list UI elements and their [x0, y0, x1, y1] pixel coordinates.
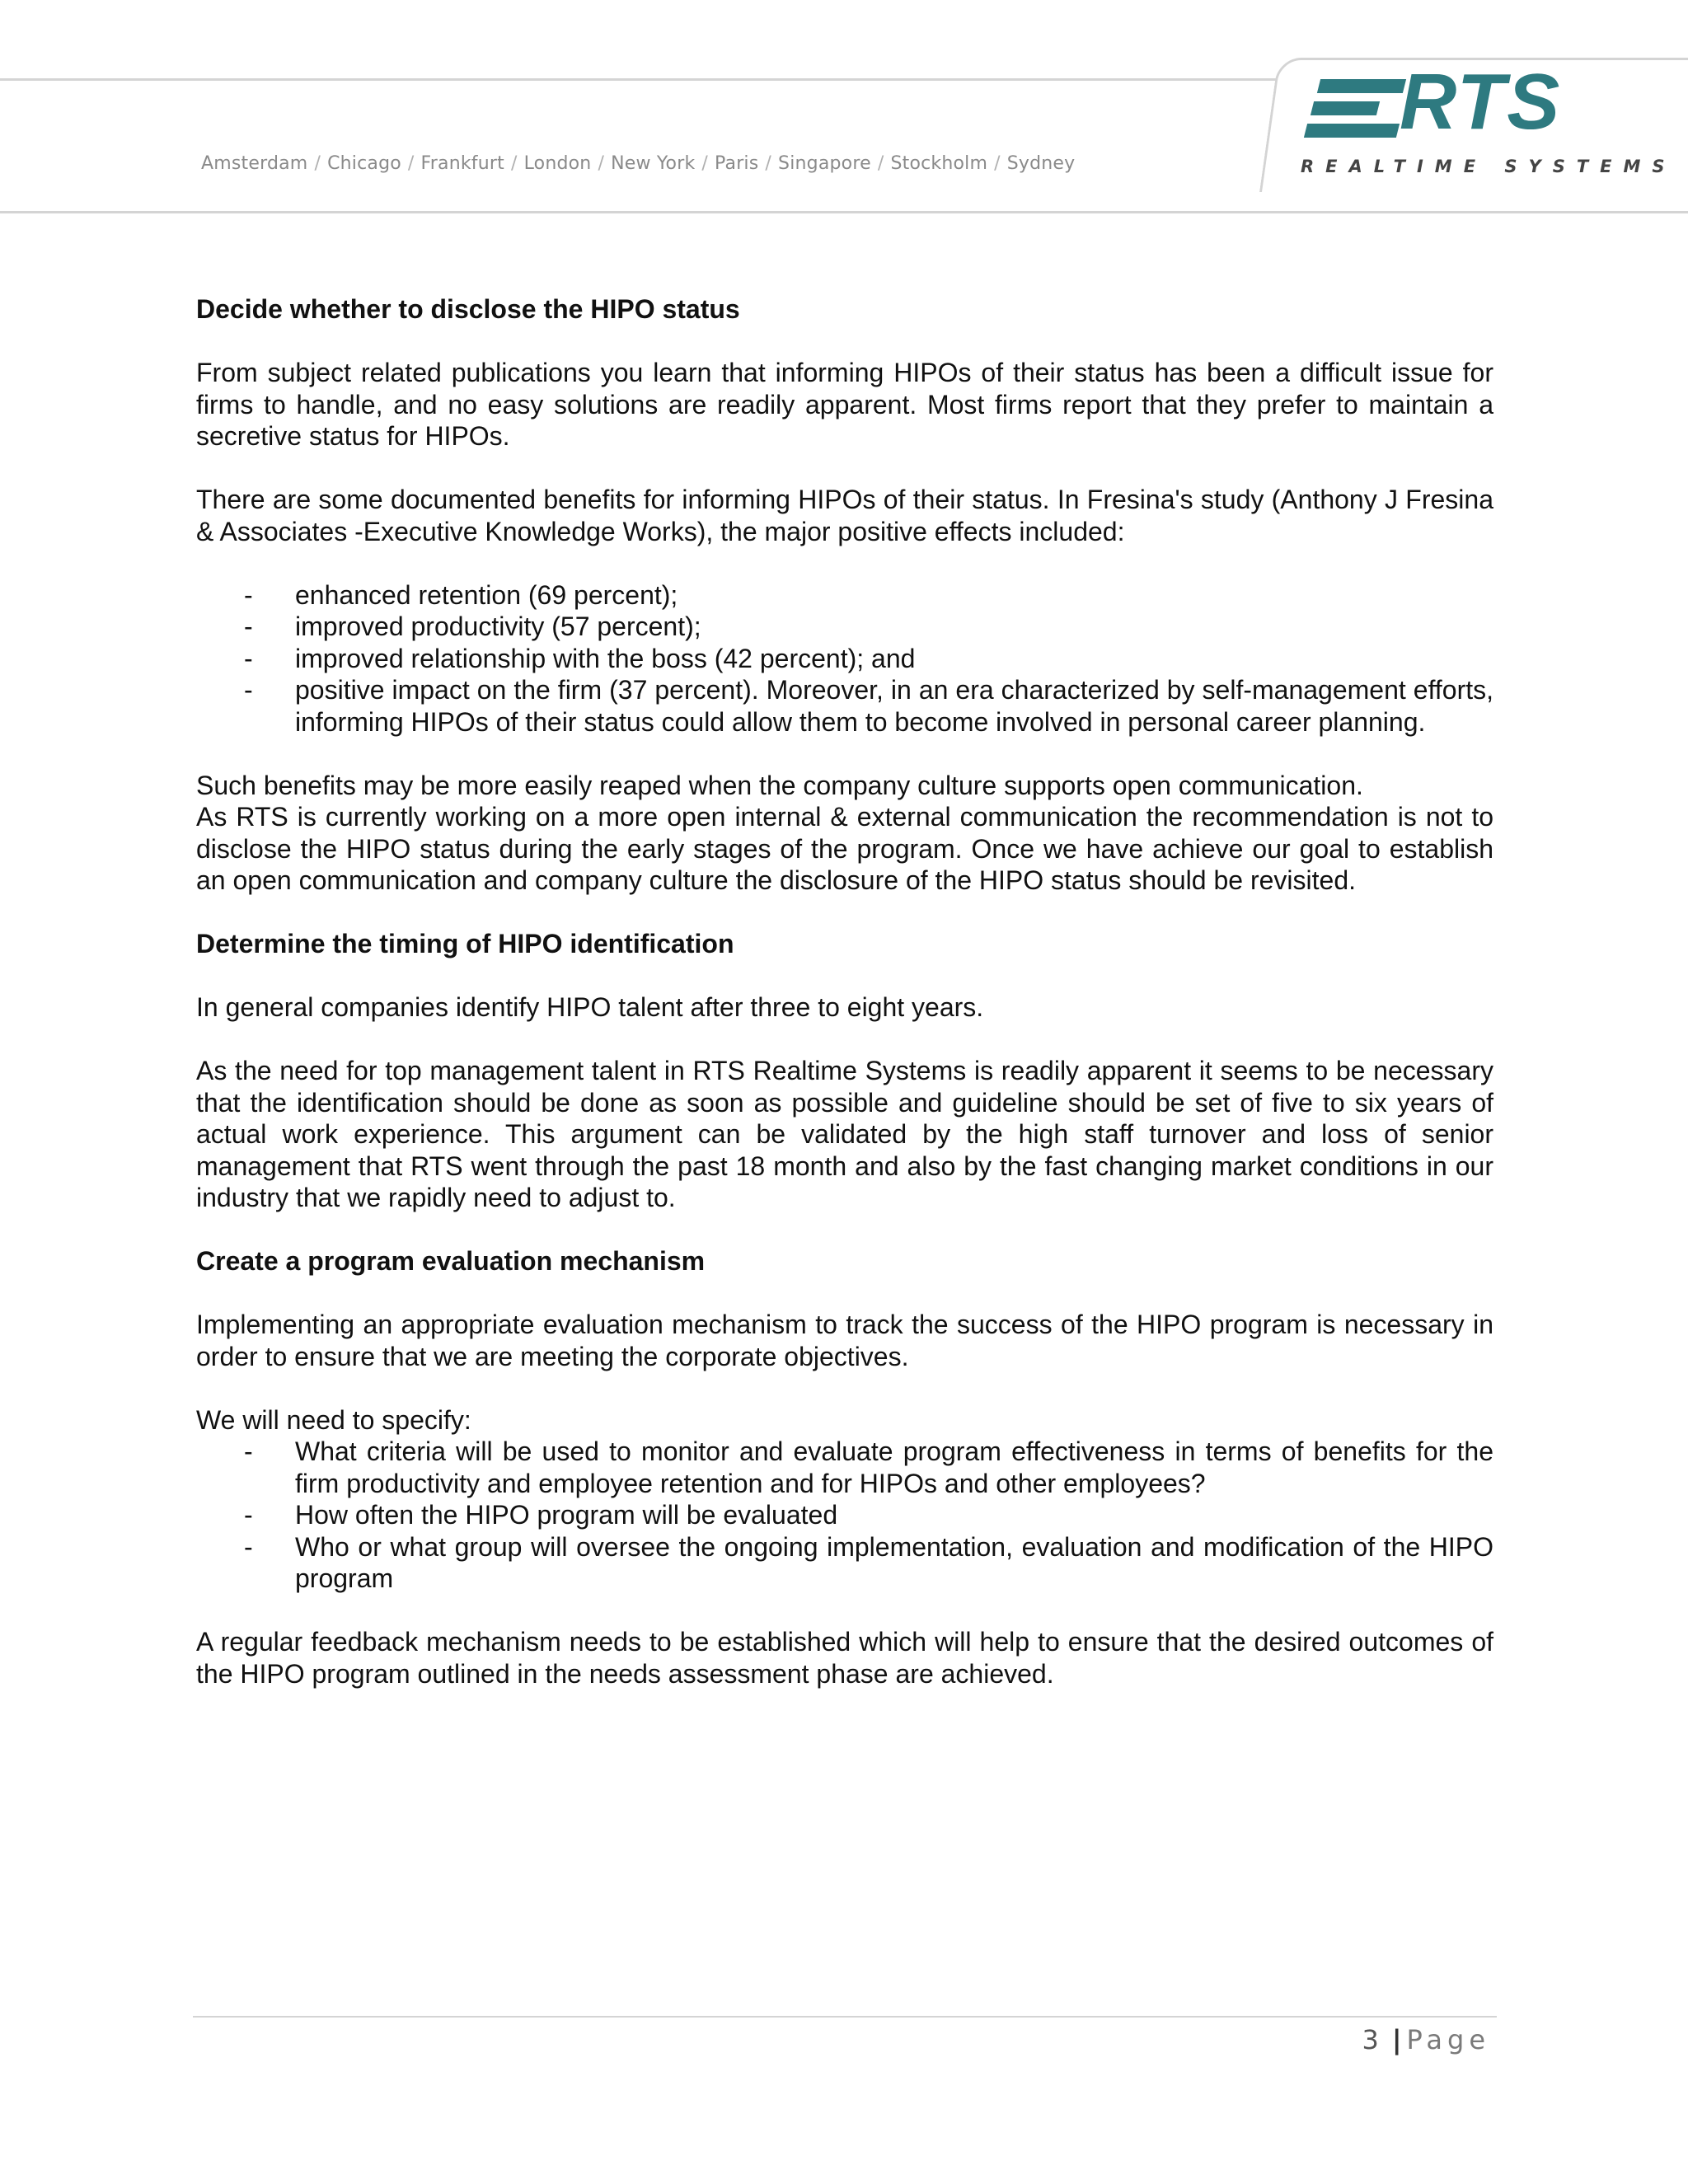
list-item-text: What criteria will be used to monitor and evaluate program effectiveness in terms of benefits for the firm productivity and employee retention and for HIPOs and other employees? — [295, 1436, 1493, 1498]
office-cities — [201, 153, 1075, 174]
city: Stockholm — [890, 153, 988, 174]
bullet-dash: - — [244, 1531, 253, 1562]
paragraph: A regular feedback mechanism needs to be established which will help to ensure that the desired outcomes of the HIPO program outlined in the needs assessment phase are achieved. — [196, 1627, 1493, 1689]
section-heading-evaluation: Create a program evaluation mechanism — [196, 1246, 706, 1276]
paragraph: From subject related publications you learn that informing HIPOs of their status has been a difficult issue for firms to handle, and no easy solutions are readily apparent. Most firms report that they prefer to maintain a secretive status for HIPOs. — [196, 358, 1493, 451]
paragraph: In general companies identify HIPO talent after three to eight years. — [196, 992, 984, 1022]
bullet-dash: - — [244, 643, 253, 673]
paragraph: As the need for top management talent in RTS Realtime Systems is readily apparent it seems to be necessary that the identification should be done as soon as possible and guideline should be set of five to six years of actual work experience. This argument can be validated by the high staff turnover and loss of senior management that RTS went through the past 18 month and also by the fast changing market conditions in our industry that we rapidly need to adjust to. — [196, 1056, 1493, 1212]
footer-pipe: | — [1391, 2024, 1402, 2055]
city-separator: / — [314, 153, 321, 174]
city-separator: / — [701, 153, 709, 174]
city: Chicago — [327, 153, 401, 174]
paragraph: We will need to specify: — [196, 1404, 471, 1435]
logo-wordmark: RTS — [1400, 58, 1562, 146]
paragraph: There are some documented benefits for informing HIPOs of their status. In Fresina's study (Anthony J Fresina & Associates -Executive Knowledge Works), the major positive effects included: — [196, 485, 1493, 546]
list-item-text: improved relationship with the boss (42 percent); and — [295, 643, 916, 673]
page-label: Page — [1406, 2024, 1490, 2055]
document-body — [196, 293, 1493, 1722]
city-separator: / — [598, 153, 605, 174]
footer-rule — [193, 2016, 1497, 2018]
logo-subtitle: REALTIME SYSTEMS — [1301, 157, 1676, 176]
specify-list — [196, 1436, 1493, 1595]
page-number: 3 — [1362, 2024, 1379, 2055]
city: Paris — [715, 153, 759, 174]
city-separator: / — [765, 153, 772, 174]
list-item — [196, 643, 1493, 675]
list-item-text: positive impact on the firm (37 percent). Moreover, in an era characterized by self-management efforts, informing HIPOs of their status could allow them to become involved in personal career planning. — [295, 675, 1493, 737]
city: London — [523, 153, 592, 174]
bullet-dash: - — [244, 579, 253, 610]
list-item — [196, 1531, 1493, 1595]
bullet-dash: - — [244, 612, 253, 641]
list-item-text: Who or what group will oversee the ongoing implementation, evaluation and modification of the HIPO program — [295, 1531, 1493, 1593]
city: Sydney — [1006, 153, 1076, 174]
bullet-dash: - — [244, 675, 253, 705]
list-item-text: How often the HIPO program will be evaluated — [295, 1500, 838, 1530]
bullet-dash: - — [244, 1500, 253, 1530]
city-separator: / — [407, 153, 415, 174]
city-separator: / — [877, 153, 884, 174]
city: Singapore — [778, 153, 871, 174]
paragraph: Such benefits may be more easily reaped when the company culture supports open communication. — [196, 770, 1363, 800]
section-heading-timing: Determine the timing of HIPO identification — [196, 929, 734, 958]
city-separator: / — [510, 153, 518, 174]
list-item-text: improved productivity (57 percent); — [295, 612, 701, 641]
list-item — [196, 1499, 1493, 1531]
city-separator: / — [994, 153, 1001, 174]
list-item — [196, 1436, 1493, 1499]
list-item-text: enhanced retention (69 percent); — [295, 579, 678, 610]
benefits-list — [196, 579, 1493, 738]
header-rule-bottom — [0, 211, 1688, 213]
paragraph: As RTS is currently working on a more open internal & external communication the recommendation is not to disclose the HIPO status during the early stages of the program. Once we have achieve our goal to establish an open communication and company culture the disclosure of the HIPO status should be revisited. — [196, 802, 1493, 895]
list-item — [196, 611, 1493, 643]
page-footer — [1352, 2024, 1490, 2055]
header-rule-top — [0, 78, 1286, 81]
city: Amsterdam — [201, 153, 308, 174]
city: New York — [611, 153, 696, 174]
city: Frankfurt — [420, 153, 504, 174]
rts-logo — [1301, 58, 1676, 181]
section-heading-disclose: Decide whether to disclose the HIPO status — [196, 294, 740, 324]
bullet-dash: - — [244, 1436, 253, 1466]
list-item — [196, 674, 1493, 738]
paragraph: Implementing an appropriate evaluation mechanism to track the success of the HIPO program is necessary in order to ensure that we are meeting the corporate objectives. — [196, 1310, 1493, 1371]
list-item — [196, 579, 1493, 612]
logo-bars-icon — [1301, 79, 1408, 138]
